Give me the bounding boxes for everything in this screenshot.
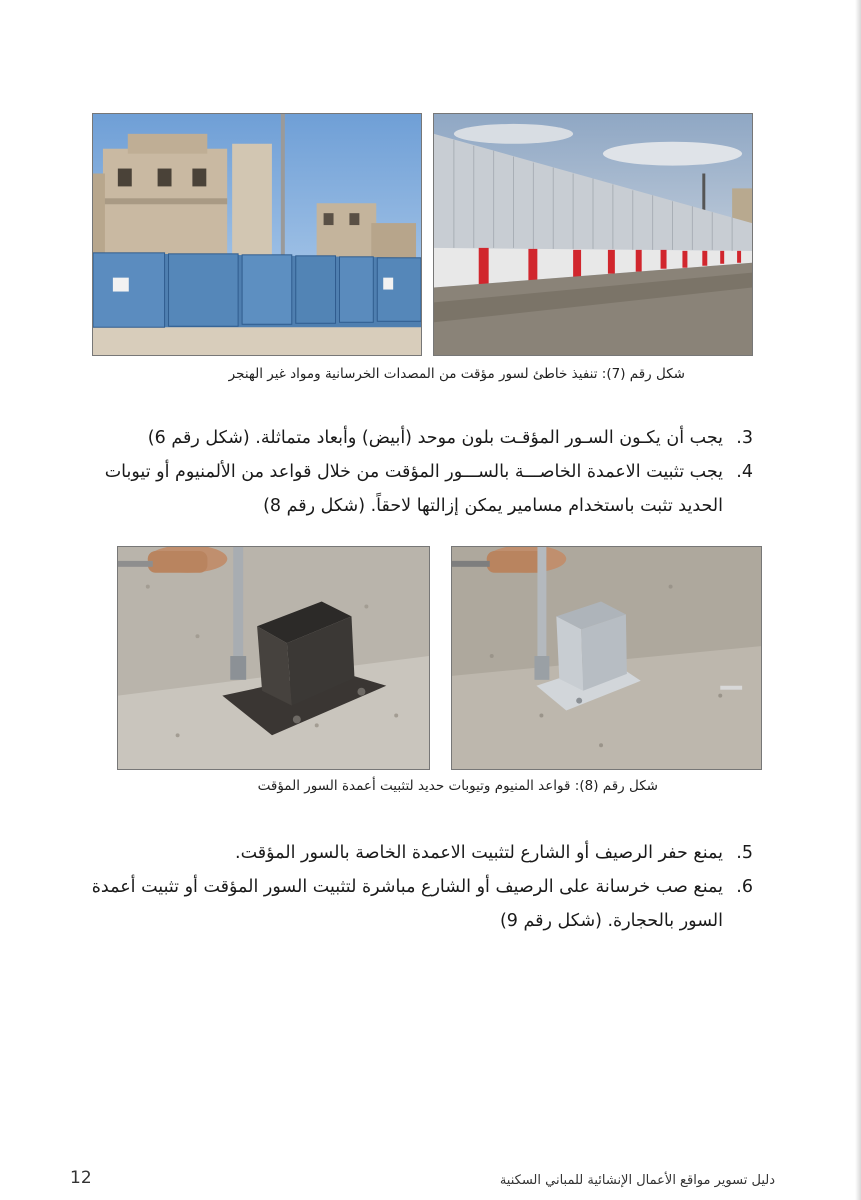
footer-title: دليل تسوير مواقع الأعمال الإنشائية للمباني السكنية (499, 1173, 775, 1188)
list-item-number: 4. (736, 462, 753, 482)
page-number: 12 (70, 1168, 92, 1188)
list-item-number: 3. (736, 428, 753, 448)
figure-8-caption: شكل رقم (8): قواعد المنيوم وتيوبات حديد لتثبيت أعمدة السور المؤقت (257, 778, 658, 794)
photo-blue-fence-buildings (92, 113, 422, 356)
photo-galvanized-post-base (451, 546, 762, 770)
requirements-list-a (63, 421, 753, 523)
list-item-text: يجب تثبيت الاعمدة الخاصـــة بالســـور المؤقت من خلال قواعد من الألمنيوم أو تيوبات الحديد تثبت باستخدام مسامير يمكن إزالتها لاحقاً. (شكل رقم 8) (104, 462, 723, 516)
page-edge-shadow (855, 0, 861, 1200)
list-item (63, 870, 753, 938)
list-item-text: يجب أن يكـون السـور المؤقـت بلون موحد (أبيض) وأبعاد متماثلة. (شكل رقم 6) (147, 428, 723, 448)
list-item (63, 836, 753, 870)
list-item-text: يمنع صب خرسانة على الرصيف أو الشارع مباشرة لتثبيت السور المؤقت أو تثبيت أعمدة السور بالحجارة. (شكل رقم 9) (91, 877, 723, 931)
list-item (63, 455, 753, 523)
list-item-number: 5. (736, 843, 753, 863)
list-item (63, 421, 753, 455)
requirements-list-b (63, 836, 753, 938)
list-item-text: يمنع حفر الرصيف أو الشارع لتثبيت الاعمدة الخاصة بالسور المؤقت. (235, 843, 723, 863)
list-item-number: 6. (736, 877, 753, 897)
photo-dark-post-base (117, 546, 430, 770)
photo-hoarding-on-barriers (433, 113, 753, 356)
figure-7-caption: شكل رقم (7): تنفيذ خاطئ لسور مؤقت من المصدات الخرسانية ومواد غير الهنجر (228, 366, 685, 382)
